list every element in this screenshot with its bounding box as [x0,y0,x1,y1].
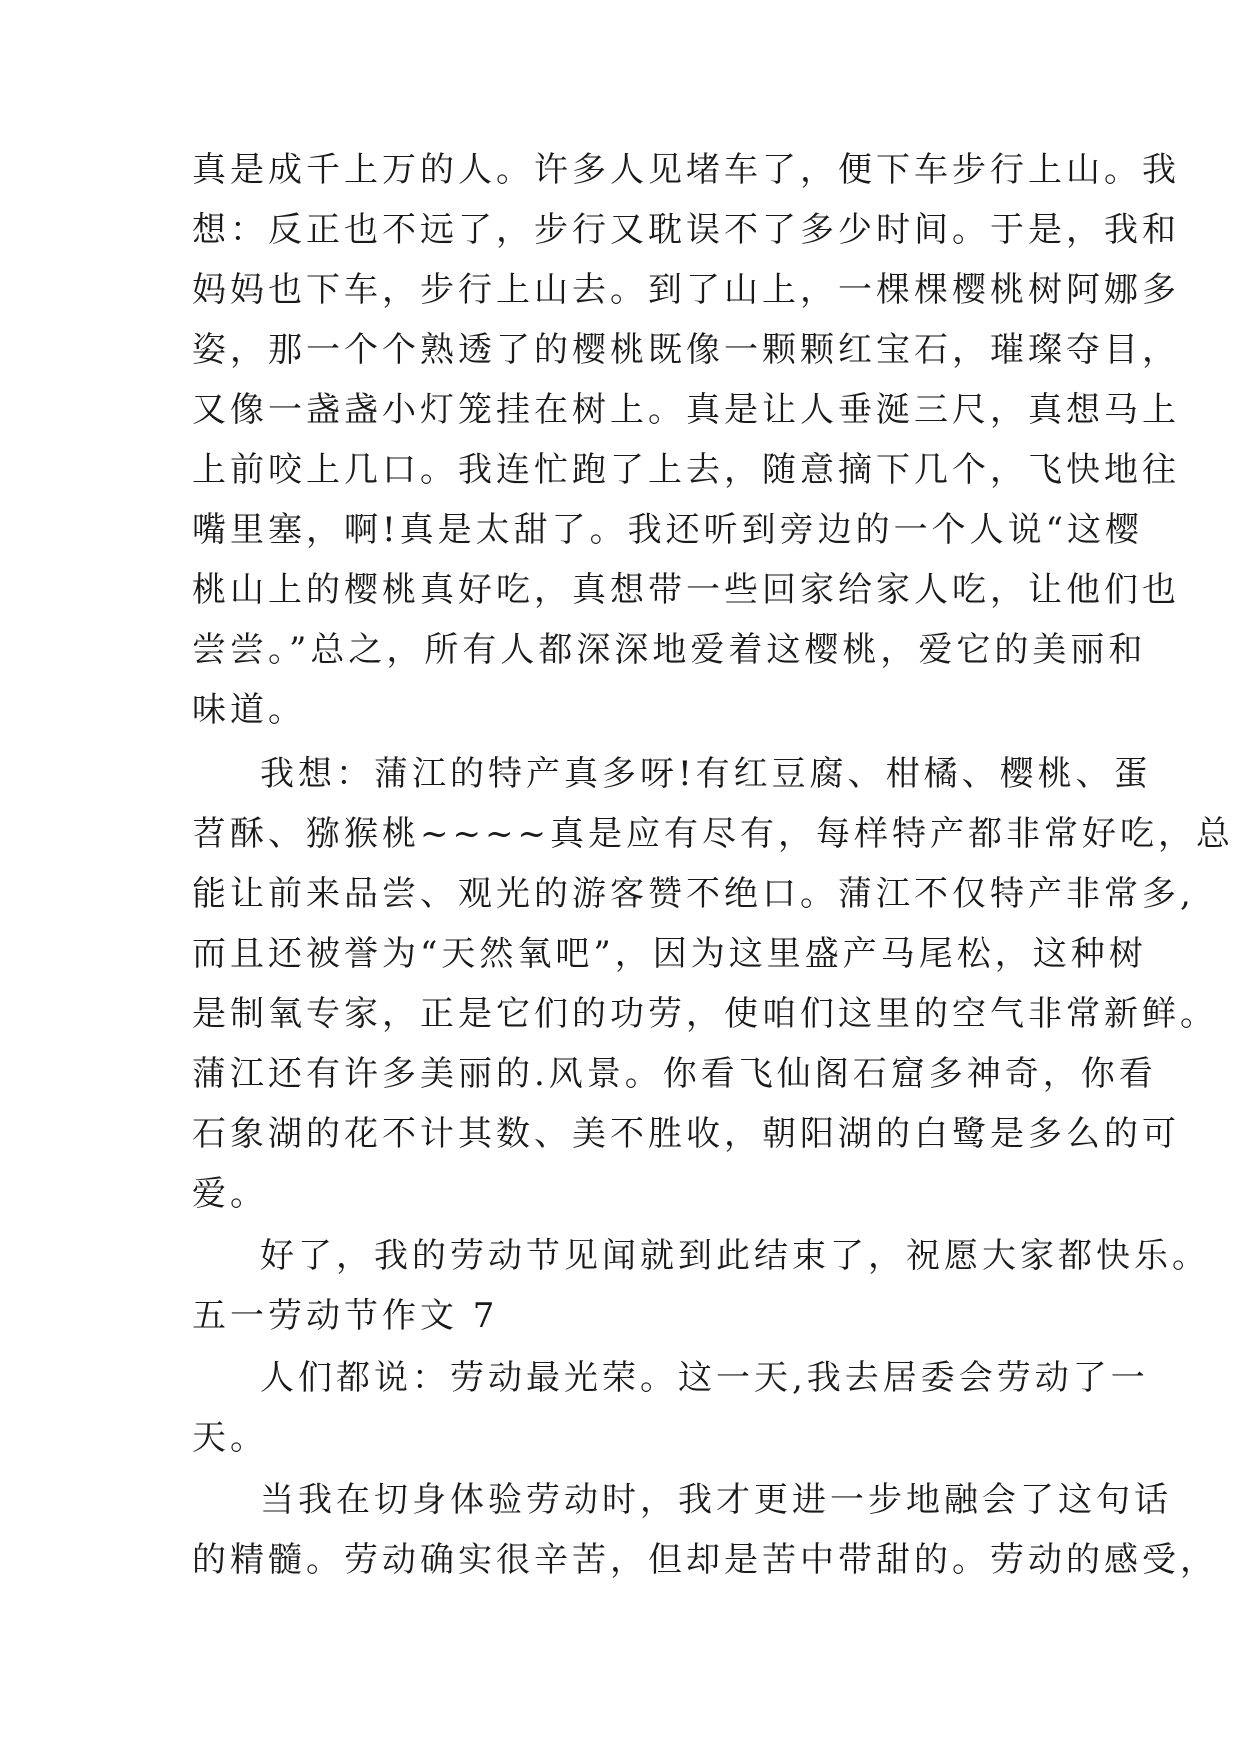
text-line: 桃山上的樱桃真好吃，真想带一些回家给家人吃，让他们也 [192,570,1180,610]
text-line: 我想：蒲江的特产真多呀!有红豆腐、柑橘、樱桃、蛋 [260,754,1152,794]
text-line: 真是成千上万的人。许多人见堵车了，便下车步行上山。我 [192,150,1180,190]
text-line: 是制氧专家，正是它们的功劳，使咱们这里的空气非常新鲜。 [192,994,1218,1034]
text-line: 姿，那一个个熟透了的樱桃既像一颗颗红宝石，璀璨夺目， [192,330,1180,370]
text-line: 嘴里塞，啊!真是太甜了。我还听到旁边的一个人说“这樱 [192,510,1144,550]
text-line: 妈妈也下车，步行上山去。到了山上，一棵棵樱桃树阿娜多 [192,270,1180,310]
text-line: 能让前来品尝、观光的游客赞不绝口。蒲江不仅特产非常多, [192,874,1195,914]
text-line: 当我在切身体验劳动时，我才更进一步地融会了这句话 [260,1480,1172,1520]
text-line: 蒲江还有许多美丽的.风景。你看飞仙阁石窟多神奇，你看 [192,1054,1157,1094]
text-line: 而且还被誉为“天然氧吧”，因为这里盛产马尾松，这种树 [192,934,1147,974]
text-line: 天。 [192,1418,268,1458]
text-line: 的精髓。劳动确实很辛苦，但却是苦中带甜的。劳动的感受， [192,1540,1218,1580]
text-line: 又像一盏盏小灯笼挂在树上。真是让人垂涎三尺，真想马上 [192,390,1180,430]
section-heading: 五一劳动节作文 7 [192,1296,499,1336]
text-line: 人们都说：劳动最光荣。这一天,我去居委会劳动了一 [260,1358,1149,1398]
text-line: 好了，我的劳动节见闻就到此结束了，祝愿大家都快乐。 [260,1236,1210,1276]
text-line: 上前咬上几口。我连忙跑了上去，随意摘下几个，飞快地往 [192,450,1180,490]
text-line: 爱。 [192,1174,268,1214]
text-line: 尝尝。”总之，所有人都深深地爱着这樱桃，爱它的美丽和 [192,630,1147,670]
text-line: 想：反正也不远了，步行又耽误不了多少时间。于是，我和 [192,210,1180,250]
text-line: 味道。 [192,690,306,730]
text-line: 苕酥、猕猴桃~~~~真是应有尽有，每样特产都非常好吃，总 [192,814,1234,854]
text-line: 石象湖的花不计其数、美不胜收，朝阳湖的白鹭是多么的可 [192,1114,1180,1154]
